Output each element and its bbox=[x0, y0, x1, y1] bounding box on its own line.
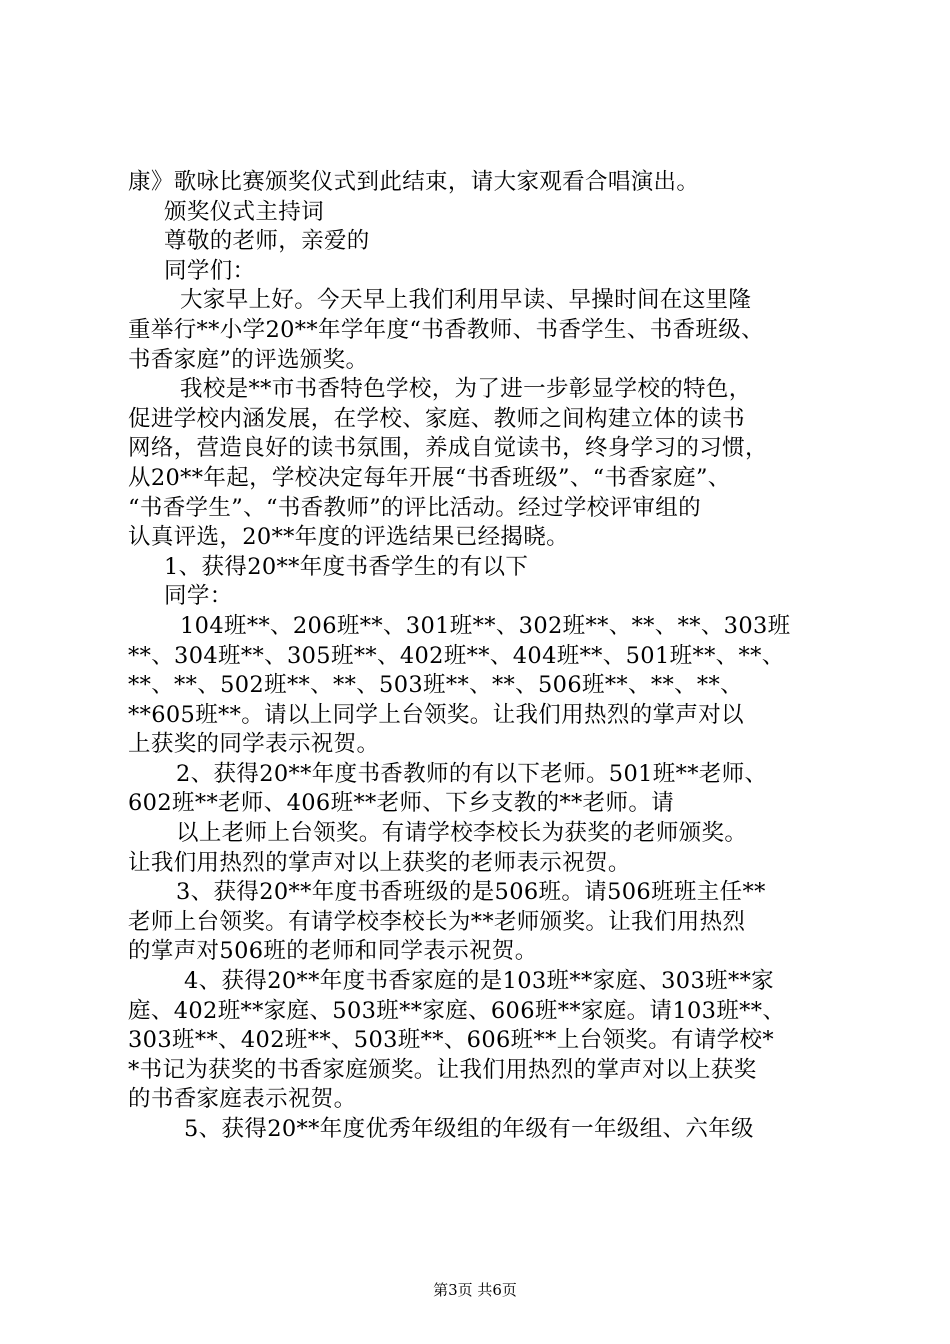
text-line: 104班**、206班**、301班**、302班**、**、**、303班 bbox=[180, 612, 791, 639]
text-line: **605班**。请以上同学上台领奖。让我们用热烈的掌声对以 bbox=[128, 701, 744, 728]
text-line: 303班**、402班**、503班**、606班**上台领奖。有请学校* bbox=[128, 1027, 774, 1054]
text-line: 2、获得20**年度书香教师的有以下老师。501班**老师、 bbox=[176, 760, 768, 787]
text-line: 的书香家庭表示祝贺。 bbox=[128, 1086, 357, 1113]
text-line: 让我们用热烈的掌声对以上获奖的老师表示祝贺。 bbox=[128, 849, 631, 876]
text-line: 网络，营造良好的读书氛围，养成自觉读书，终身学习的习惯， bbox=[128, 435, 768, 462]
text-line: **、**、502班**、**、503班**、**、506班**、**、**、 bbox=[128, 672, 743, 699]
text-line: 上获奖的同学表示祝贺。 bbox=[128, 731, 380, 758]
text-line: “书香学生”、“书香教师”的评比活动。经过学校评审组的 bbox=[128, 494, 701, 521]
text-line: 5、获得20**年度优秀年级组的年级有一年级组、六年级 bbox=[184, 1116, 754, 1142]
text-line: 从20**年起，学校决定每年开展“书香班级”、“书香家庭”、 bbox=[128, 464, 731, 491]
text-line: 我校是**市书香特色学校，为了进一步彰显学校的特色， bbox=[180, 376, 752, 403]
text-line: 以上老师上台领奖。有请学校李校长为获奖的老师颁奖。 bbox=[176, 820, 748, 847]
text-line: 尊敬的老师，亲爱的 bbox=[164, 228, 370, 255]
text-line: 同学： bbox=[164, 583, 233, 610]
text-line: 4、获得20**年度书香家庭的是103班**家庭、303班**家 bbox=[184, 968, 775, 995]
text-line: 大家早上好。今天早上我们利用早读、早操时间在这里隆 bbox=[180, 287, 752, 314]
text-line: 书香家庭”的评选颁奖。 bbox=[128, 346, 369, 373]
text-line: 1、获得20**年度书香学生的有以下 bbox=[164, 553, 529, 580]
text-line: 重举行**小学20**年学年度“书香教师、书香学生、书香班级、 bbox=[128, 316, 764, 343]
text-line: 促进学校内涵发展，在学校、家庭、教师之间构建立体的读书 bbox=[128, 405, 745, 432]
page-footer: 第3页 共6页 bbox=[433, 1281, 517, 1299]
text-line: 的掌声对506班的老师和同学表示祝贺。 bbox=[128, 938, 538, 965]
text-line: 认真评选，20**年度的评选结果已经揭晓。 bbox=[128, 524, 569, 551]
text-line: 庭、402班**家庭、503班**家庭、606班**家庭。请103班**、 bbox=[128, 997, 786, 1024]
text-line: 602班**老师、406班**老师、下乡支教的**老师。请 bbox=[128, 790, 675, 817]
text-line: 颁奖仪式主持词 bbox=[164, 198, 324, 225]
text-line: *书记为获奖的书香家庭颁奖。让我们用热烈的掌声对以上获奖 bbox=[128, 1056, 757, 1083]
text-line: 老师上台领奖。有请学校李校长为**老师颁奖。让我们用热烈 bbox=[128, 908, 746, 935]
text-line: 同学们： bbox=[164, 257, 256, 284]
text-line: 康》歌咏比赛颁奖仪式到此结束，请大家观看合唱演出。 bbox=[128, 169, 700, 195]
text-line: **、304班**、305班**、402班**、404班**、501班**、**、 bbox=[128, 642, 785, 669]
text-line: 3、获得20**年度书香班级的是506班。请506班班主任** bbox=[176, 879, 766, 906]
document-body bbox=[128, 168, 832, 1145]
